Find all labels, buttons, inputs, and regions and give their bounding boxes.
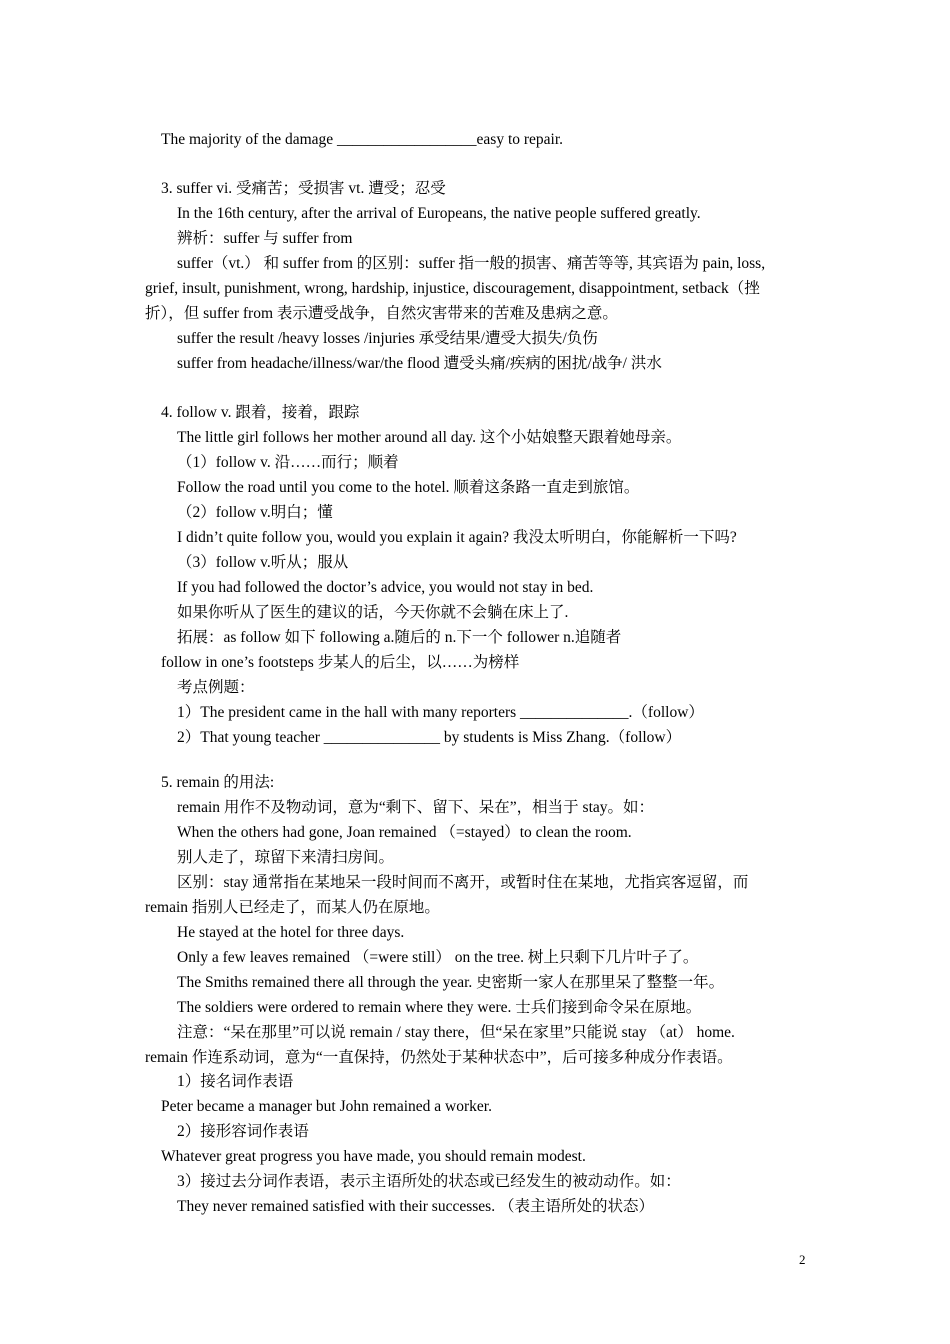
text-line: Whatever great progress you have made, you should remain modest.: [161, 1148, 586, 1165]
text-line: 如果你听从了医生的建议的话，今天你就不会躺在床上了.: [177, 604, 569, 621]
text-line: Follow the road until you come to the hotel. 顺着这条路一直走到旅馆。: [177, 479, 640, 496]
exercise-line: 2）That young teacher _______________ by students is Miss Zhang.（follow）: [177, 729, 682, 746]
text-line: The little girl follows her mother around all day. 这个小姑娘整天跟着她母亲。: [177, 429, 682, 446]
text-line: I didn’t quite follow you, would you explain it again? 我没太听明白，你能解析一下吗?: [177, 529, 737, 546]
text-line: 注意：“呆在那里”可以说 remain / stay there，但“呆在家里”只能说 stay （at） home.: [177, 1024, 735, 1041]
text-line: （3）follow v.听从；服从: [177, 554, 349, 571]
text-line: suffer（vt.） 和 suffer from 的区别：suffer 指一般的损害、痛苦等等, 其宾语为 pain, loss,: [177, 255, 766, 272]
text-line: If you had followed the doctor’s advice, you would not stay in bed.: [177, 579, 594, 596]
text-line: He stayed at the hotel for three days.: [177, 924, 405, 941]
text-line: suffer the result /heavy losses /injuries 承受结果/遭受大损失/负伤: [177, 330, 598, 347]
text-line: suffer from headache/illness/war/the flood 遭受头痛/疾病的困扰/战争/ 洪水: [177, 355, 662, 372]
text-line: remain 作连系动词，意为“一直保持，仍然处于某种状态中”，后可接多种成分作表语。: [145, 1049, 733, 1066]
text-line: 别人走了，琼留下来清扫房间。: [177, 849, 395, 866]
section-heading-follow: 4. follow v. 跟着，接着，跟踪: [161, 404, 360, 421]
section-heading-remain: 5. remain 的用法:: [161, 774, 275, 791]
text-line: follow in one’s footsteps 步某人的后尘，以……为榜样: [161, 654, 520, 671]
text-line: In the 16th century, after the arrival of Europeans, the native people suffered greatly.: [177, 205, 701, 222]
text-line: 拓展：as follow 如下 following a.随后的 n.下一个 follower n.追随者: [177, 629, 622, 646]
section-heading-suffer: 3. suffer vi. 受痛苦；受损害 vt. 遭受；忍受: [161, 180, 446, 197]
text-line: 2）接形容词作表语: [177, 1123, 309, 1140]
text-line: The Smiths remained there all through the year. 史密斯一家人在那里呆了整整一年。: [177, 974, 725, 991]
text-line: 辨析：suffer 与 suffer from: [177, 230, 353, 247]
text-line: 区别：stay 通常指在某地呆一段时间而不离开，或暂时住在某地，尤指宾客逗留，而: [177, 874, 749, 891]
text-line: Peter became a manager but John remained a worker.: [161, 1098, 492, 1115]
text-line: remain 用作不及物动词，意为“剩下、留下、呆在”，相当于 stay。如：: [177, 799, 655, 816]
exercise-line: 1）The president came in the hall with many reporters ______________.（follow）: [177, 704, 704, 721]
text-line: （2）follow v.明白；懂: [177, 504, 333, 521]
text-line: 考点例题：: [177, 679, 255, 696]
text-line: When the others had gone, Joan remained （=stayed）to clean the room.: [177, 824, 632, 841]
text-line: They never remained satisfied with their successes. （表主语所处的状态）: [177, 1198, 654, 1215]
text-line: 折），但 suffer from 表示遭受战争，自然灾害带来的苦难及患病之意。: [145, 305, 618, 322]
text-line: 1）接名词作表语: [177, 1073, 294, 1090]
page-number: 2: [799, 1252, 806, 1267]
text-line: The soldiers were ordered to remain where they were. 士兵们接到命令呆在原地。: [177, 999, 702, 1016]
text-line: grief, insult, punishment, wrong, hardship, injustice, discouragement, disappointment, setback（挫: [145, 280, 760, 297]
text-line: remain 指别人已经走了，而某人仍在原地。: [145, 899, 440, 916]
text-line: 3）接过去分词作表语，表示主语所处的状态或已经发生的被动动作。如：: [177, 1173, 681, 1190]
text-line: （1）follow v. 沿……而行；顺着: [177, 454, 399, 471]
text-line: The majority of the damage __________________easy to repair.: [161, 131, 564, 148]
text-line: Only a few leaves remained （=were still） on the tree. 树上只剩下几片叶子了。: [177, 949, 699, 966]
